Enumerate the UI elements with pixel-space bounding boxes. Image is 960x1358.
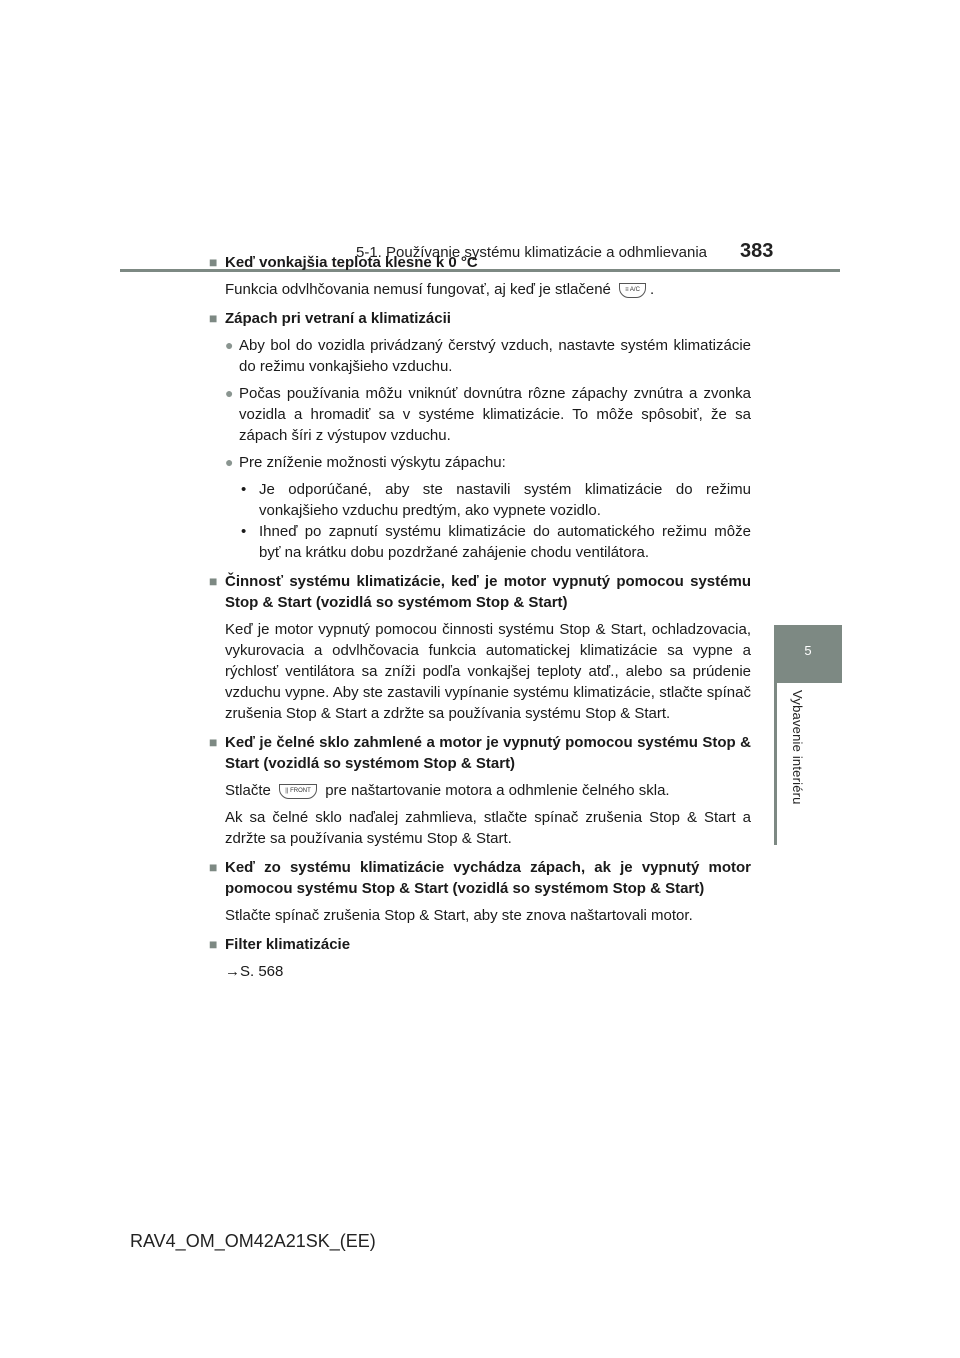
sub-bullet-text: Je odporúčané, aby ste nastavili systém klimatizácie do režimu vonkajšieho vzduchu predtým, ako vypnete vozidlo. xyxy=(259,481,751,519)
square-bullet-icon: ■ xyxy=(209,310,218,326)
section-fogged-windshield xyxy=(209,732,751,849)
section-text: Stlačte spínač zrušenia Stop & Start, aby ste znova naštartovali motor. xyxy=(225,907,693,924)
page-reference: →S. 568 xyxy=(225,963,284,980)
ac-button-icon: ≡ A/C xyxy=(619,283,646,298)
chapter-tab xyxy=(774,625,842,683)
section-odor-stop-start xyxy=(209,857,751,926)
section-odor xyxy=(209,308,751,563)
header-title: 5-1. Používanie systému klimatizácie a odhmlievania xyxy=(356,244,707,261)
section-text: Funkcia odvlhčovania nemusí fungovať, aj keď je stlačené ≡ A/C . xyxy=(225,281,655,298)
section-heading: Keď je čelné sklo zahmlené a motor je vypnutý pomocou systému Stop & Start (vozidlá so systémom Stop & Start) xyxy=(225,734,751,772)
document-code: RAV4_OM_OM42A21SK_(EE) xyxy=(130,1231,376,1251)
page-content xyxy=(209,252,751,990)
section-outside-temp xyxy=(209,252,751,300)
square-bullet-icon: ■ xyxy=(209,734,218,750)
section-text: Keď je motor vypnutý pomocou činnosti systému Stop & Start, ochladzovacia, vykurovacia a odvlhčovacia funkcia automatickej klimatizácie sa vypne a rýchlosť ventilátora sa zníži podľa vonkajšej teploty atď., alebo sa prúdenie vzduchu vypne. Aby ste zastavili vypínanie systému klimatizácie, stlačte spínač zrušenia Stop & Start a zdržte sa používania systému Stop & Start. xyxy=(225,621,751,722)
section-heading: Filter klimatizácie xyxy=(225,936,351,953)
small-bullet-icon: • xyxy=(241,481,247,498)
square-bullet-icon: ■ xyxy=(209,936,218,952)
sub-bullet-text: Ihneď po zapnutí systému klimatizácie do automatického režimu môže byť na krátku dobu pozdržané zahájenie chodu ventilátora. xyxy=(259,523,751,561)
section-ac-filter xyxy=(209,934,751,982)
bullet-text: Aby bol do vozidla privádzaný čerstvý vzduch, nastavte systém klimatizácie do režimu vonkajšieho vzduchu. xyxy=(239,337,751,375)
square-bullet-icon: ■ xyxy=(209,573,218,589)
chapter-side-bar xyxy=(774,683,777,845)
section-text: Stlačte || FRONT pre naštartovanie motora a odhmlenie čelného skla. xyxy=(225,782,670,799)
section-text: Ak sa čelné sklo naďalej zahmlieva, stlačte spínač zrušenia Stop & Start a zdržte sa používania systému Stop & Start. xyxy=(225,809,751,847)
bullet-text: Počas používania môžu vniknúť dovnútra rôzne zápachy zvnútra a zvonka vozidla a hromadiť sa v systéme klimatizácie. To môže spôsobiť, že sa zápach šíri z výstupov vzduchu. xyxy=(239,385,751,444)
section-heading: Zápach pri vetraní a klimatizácii xyxy=(225,310,451,327)
circle-bullet-icon: ● xyxy=(225,385,234,401)
circle-bullet-icon: ● xyxy=(225,454,234,470)
section-heading: Činnosť systému klimatizácie, keď je motor vypnutý pomocou systému Stop & Start (vozidlá so systémom Stop & Start) xyxy=(225,573,751,611)
section-heading: Keď zo systému klimatizácie vychádza zápach, ak je vypnutý motor pomocou systému Stop & Start (vozidlá so systémom Stop & Start) xyxy=(225,859,751,897)
chapter-number: 5 xyxy=(804,643,812,658)
circle-bullet-icon: ● xyxy=(225,337,234,353)
chapter-label: Vybavenie interiéru xyxy=(790,690,805,805)
front-defroster-button-icon: || FRONT xyxy=(279,784,317,799)
square-bullet-icon: ■ xyxy=(209,859,218,875)
small-bullet-icon: • xyxy=(241,523,247,540)
section-heading: Keď vonkajšia teplota klesne k 0 °C xyxy=(225,254,478,271)
page-number: 383 xyxy=(740,240,774,262)
bullet-text: Pre zníženie možnosti výskytu zápachu: xyxy=(239,454,506,471)
section-stop-start-ac xyxy=(209,571,751,724)
square-bullet-icon: ■ xyxy=(209,254,218,270)
